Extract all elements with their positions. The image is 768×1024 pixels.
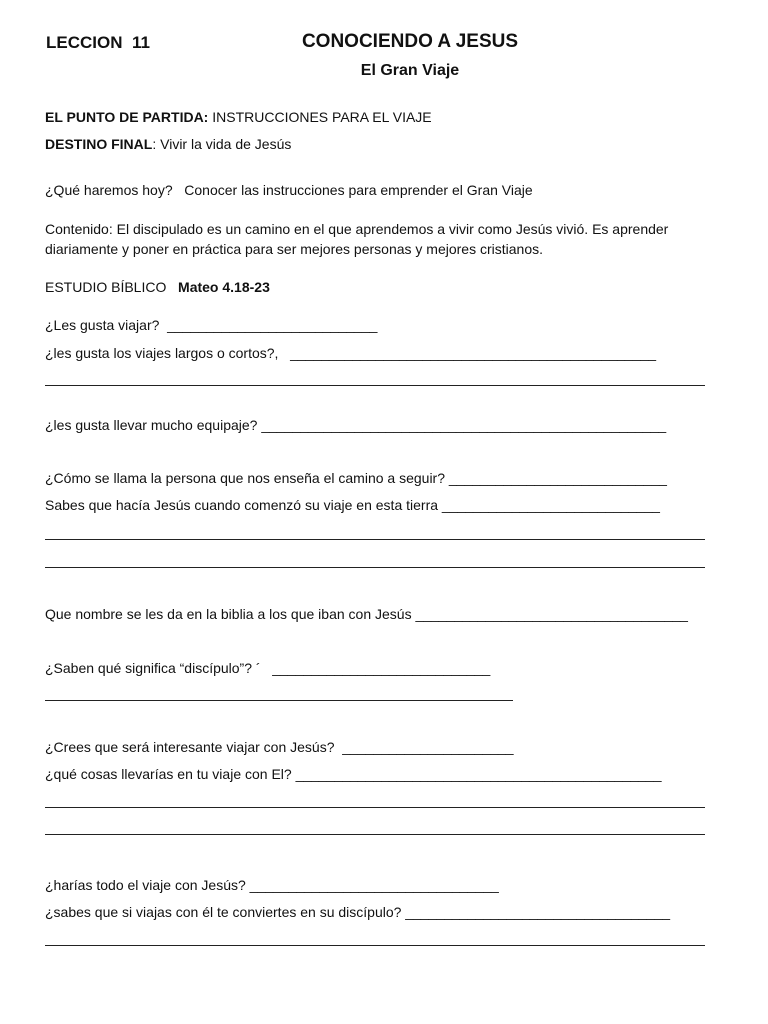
bible-study-reference: Mateo 4.18-23	[178, 279, 270, 295]
bible-study-label: ESTUDIO BÍBLICO	[45, 279, 179, 295]
final-destination-value: : Vivir la vida de Jesús	[152, 136, 292, 152]
question-6: Que nombre se les da en la biblia a los que iban con Jesús ___________________________________	[45, 606, 688, 622]
lesson-number: LECCION 11	[46, 33, 150, 52]
final-destination	[45, 136, 291, 152]
question-10: ¿harías todo el viaje con Jesús? ________________________________	[45, 877, 499, 893]
starting-point-label: EL PUNTO DE PARTIDA:	[45, 109, 209, 125]
answer-line	[45, 567, 705, 568]
question-2: ¿les gusta los viajes largos o cortos?, _______________________________________________	[45, 345, 657, 361]
answer-line	[45, 807, 705, 808]
content-line-1: Contenido: El discipulado es un camino en el que aprendemos a vivir como Jesús vivió. Es aprender	[45, 221, 669, 237]
question-9: ¿qué cosas llevarías en tu viaje con El? _______________________________________________	[45, 766, 662, 782]
starting-point	[45, 109, 432, 125]
bible-study	[45, 279, 270, 295]
question-11: ¿sabes que si viajas con él te conviertes en su discípulo? __________________________________	[45, 904, 671, 920]
answer-line	[45, 539, 705, 540]
question-1: ¿Les gusta viajar? ___________________________	[45, 317, 378, 333]
answer-line	[45, 700, 513, 701]
question-7: ¿Saben qué significa “discípulo”? ´ ____________________________	[45, 660, 491, 676]
today-plan: ¿Qué haremos hoy? Conocer las instrucciones para emprender el Gran Viaje	[45, 182, 533, 198]
question-4: ¿Cómo se llama la persona que nos enseña el camino a seguir? ____________________________	[45, 470, 667, 486]
final-destination-label: DESTINO FINAL	[45, 136, 153, 152]
answer-line	[45, 834, 705, 835]
page-subtitle: El Gran Viaje	[360, 62, 460, 79]
question-3: ¿les gusta llevar mucho equipaje? ____________________________________________________	[45, 417, 667, 433]
question-8: ¿Crees que será interesante viajar con Jesús? ______________________	[45, 739, 514, 755]
answer-line	[45, 945, 705, 946]
content-line-2: diariamente y poner en práctica para ser mejores personas y mejores cristianos.	[45, 241, 544, 257]
answer-line	[45, 385, 705, 386]
page-title: CONOCIENDO A JESUS	[301, 31, 519, 52]
question-5: Sabes que hacía Jesús cuando comenzó su viaje en esta tierra ____________________________	[45, 497, 660, 513]
starting-point-value: INSTRUCCIONES PARA EL VIAJE	[208, 109, 432, 125]
